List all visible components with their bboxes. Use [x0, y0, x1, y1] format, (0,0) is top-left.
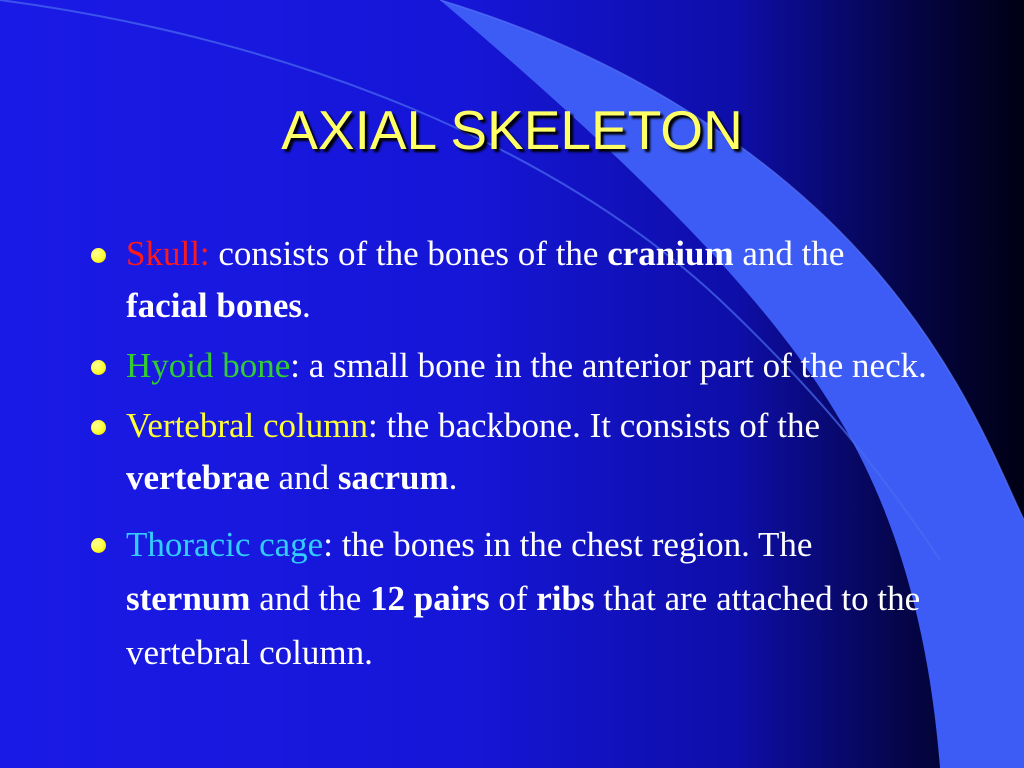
bold-vertebrae: vertebrae	[126, 458, 270, 497]
text-run: consists of the bones of the	[209, 234, 608, 273]
text-run: : the backbone. It consists of the	[368, 406, 820, 445]
bullet-item-hyoid	[88, 340, 928, 392]
term-vertebral-column: Vertebral column	[126, 406, 368, 445]
slide-title: AXIAL SKELETON	[281, 99, 743, 161]
text-run: : the bones in the chest region. The	[323, 525, 813, 564]
bold-facial-bones: facial bones	[126, 286, 302, 325]
term-thoracic-cage: Thoracic cage	[126, 525, 324, 564]
bullet-text	[126, 400, 928, 504]
bold-12-pairs: 12 pairs	[369, 579, 490, 618]
bullet-item-vertebral	[88, 400, 928, 504]
text-run: of	[489, 579, 537, 618]
text-run: and	[269, 458, 338, 497]
bullet-item-thoracic	[88, 518, 928, 680]
bold-ribs: ribs	[536, 579, 595, 618]
term-skull: Skull:	[126, 234, 210, 273]
text-run: .	[301, 286, 311, 325]
text-run: .	[448, 458, 458, 497]
bullet-text	[126, 518, 928, 680]
bullet-dot-icon	[91, 360, 106, 375]
text-run: that are attached to the vertebral column.	[126, 579, 921, 672]
bullet-dot-icon	[91, 248, 106, 263]
bullet-dot-icon	[91, 538, 106, 553]
bold-sternum: sternum	[126, 579, 251, 618]
bullet-text	[126, 228, 928, 332]
bullet-item-skull	[88, 228, 928, 332]
text-run: and the	[250, 579, 370, 618]
bullet-dot-icon	[91, 420, 106, 435]
bullet-text	[126, 340, 928, 392]
bullet-list	[88, 228, 928, 680]
bold-cranium: cranium	[607, 234, 734, 273]
text-run: : a small bone in the anterior part of the neck.	[290, 346, 927, 385]
bold-sacrum: sacrum	[337, 458, 449, 497]
text-run: and the	[733, 234, 845, 273]
term-hyoid-bone: Hyoid bone	[126, 346, 291, 385]
